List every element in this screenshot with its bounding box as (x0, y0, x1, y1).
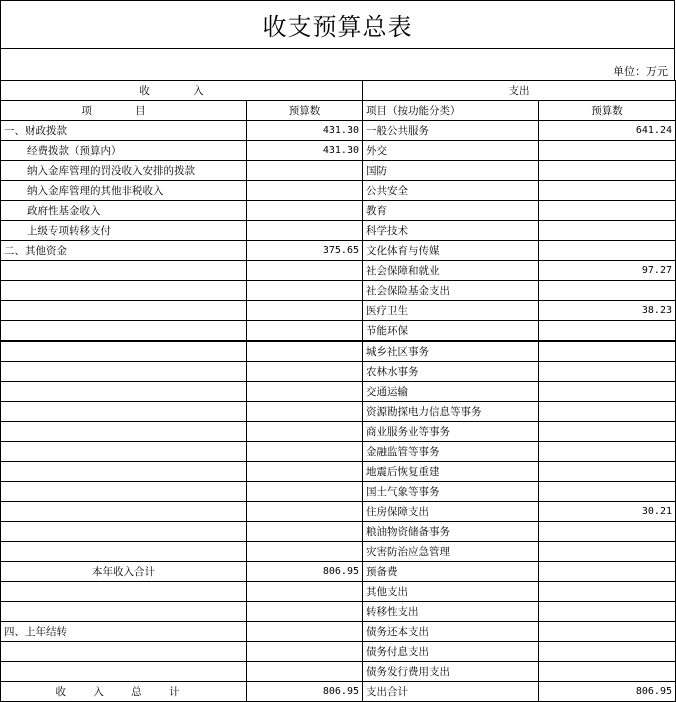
expense-value-cell (539, 602, 676, 622)
expense-value-cell: 30.21 (539, 502, 676, 522)
income-value-cell: 806.95 (247, 562, 363, 582)
expense-item-cell: 国土气象等事务 (363, 482, 539, 502)
income-value-cell (247, 402, 363, 422)
income-value-cell (247, 181, 363, 201)
income-item-cell: 政府性基金收入 (1, 201, 247, 221)
expense-value-cell (539, 482, 676, 502)
expense-value-cell: 38.23 (539, 301, 676, 321)
table-row (1, 121, 676, 141)
table-row (1, 642, 676, 662)
expense-item-cell: 节能环保 (363, 321, 539, 342)
table-row (1, 201, 676, 221)
header-row-columns (1, 101, 676, 121)
expense-value-cell (539, 462, 676, 482)
expense-value-cell: 641.24 (539, 121, 676, 141)
income-value-cell (247, 542, 363, 562)
income-item-cell (1, 582, 247, 602)
sheet-title: 收支预算总表 (0, 0, 675, 49)
income-value-cell (247, 422, 363, 442)
income-item-cell: 纳入金库管理的其他非税收入 (1, 181, 247, 201)
table-row (1, 301, 676, 321)
header-row-group (1, 81, 676, 101)
income-value-cell (247, 281, 363, 301)
unit-label: 单位：万元 (0, 64, 675, 80)
income-value-cell: 375.65 (247, 241, 363, 261)
income-value-cell: 431.30 (247, 121, 363, 141)
table-row (1, 602, 676, 622)
expense-value-cell (539, 221, 676, 241)
income-item-cell (1, 382, 247, 402)
table-row (1, 442, 676, 462)
expense-item-cell: 地震后恢复重建 (363, 462, 539, 482)
income-item-cell (1, 341, 247, 362)
income-item-cell (1, 402, 247, 422)
expense-item-cell: 医疗卫生 (363, 301, 539, 321)
expense-value-cell (539, 241, 676, 261)
expense-value-cell: 806.95 (539, 682, 676, 702)
income-value-cell (247, 261, 363, 281)
expense-value-cell (539, 642, 676, 662)
income-value-cell (247, 301, 363, 321)
table-row (1, 562, 676, 582)
income-header: 收 入 (1, 81, 363, 101)
income-item-cell (1, 442, 247, 462)
income-item-cell (1, 261, 247, 281)
expense-value-cell (539, 622, 676, 642)
income-item-cell (1, 321, 247, 342)
income-item-cell (1, 502, 247, 522)
expense-item-cell: 转移性支出 (363, 602, 539, 622)
expense-value-cell (539, 341, 676, 362)
income-budget-header: 预算数 (247, 101, 363, 121)
expense-item-cell: 社会保障和就业 (363, 261, 539, 281)
income-value-cell (247, 442, 363, 462)
expense-item-cell: 文化体育与传媒 (363, 241, 539, 261)
table-row (1, 542, 676, 562)
income-item-cell (1, 522, 247, 542)
income-item-cell (1, 602, 247, 622)
income-item-cell (1, 482, 247, 502)
income-value-cell (247, 482, 363, 502)
expense-item-cell: 外交 (363, 141, 539, 161)
expense-value-cell (539, 321, 676, 342)
income-value-cell (247, 582, 363, 602)
expense-item-cell: 农林水事务 (363, 362, 539, 382)
income-item-cell (1, 281, 247, 301)
expense-item-cell: 其他支出 (363, 582, 539, 602)
table-row (1, 502, 676, 522)
income-item-cell (1, 542, 247, 562)
table-row (1, 161, 676, 181)
income-value-cell (247, 382, 363, 402)
expense-item-cell: 公共安全 (363, 181, 539, 201)
budget-table (0, 80, 676, 702)
table-row (1, 522, 676, 542)
table-row (1, 221, 676, 241)
income-value-cell (247, 161, 363, 181)
expense-value-cell (539, 362, 676, 382)
income-value-cell (247, 662, 363, 682)
expense-item-cell: 科学技术 (363, 221, 539, 241)
income-value-cell (247, 602, 363, 622)
expense-item-cell: 债务发行费用支出 (363, 662, 539, 682)
expense-value-cell (539, 201, 676, 221)
table-row (1, 422, 676, 442)
expense-value-cell (539, 161, 676, 181)
expense-value-cell (539, 422, 676, 442)
income-item-header: 项 目 (1, 101, 247, 121)
income-value-cell (247, 341, 363, 362)
income-value-cell (247, 522, 363, 542)
expense-item-cell: 金融监管等事务 (363, 442, 539, 462)
expense-value-cell (539, 141, 676, 161)
income-value-cell (247, 321, 363, 342)
table-row (1, 582, 676, 602)
table-row (1, 281, 676, 301)
table-row (1, 341, 676, 362)
income-item-cell (1, 462, 247, 482)
income-item-cell: 四、上年结转 (1, 622, 247, 642)
expense-item-header: 项目（按功能分类） (363, 101, 539, 121)
expense-item-cell: 国防 (363, 161, 539, 181)
expense-item-cell: 教育 (363, 201, 539, 221)
expense-value-cell (539, 382, 676, 402)
expense-item-cell: 交通运输 (363, 382, 539, 402)
income-item-cell (1, 362, 247, 382)
expense-value-cell (539, 582, 676, 602)
income-item-cell (1, 642, 247, 662)
income-value-cell: 806.95 (247, 682, 363, 702)
expense-value-cell: 97.27 (539, 261, 676, 281)
income-item-cell: 上级专项转移支付 (1, 221, 247, 241)
income-item-cell (1, 662, 247, 682)
income-value-cell (247, 201, 363, 221)
table-row (1, 321, 676, 342)
expense-value-cell (539, 542, 676, 562)
income-value-cell (247, 622, 363, 642)
expense-item-cell: 债务付息支出 (363, 642, 539, 662)
expense-value-cell (539, 402, 676, 422)
table-row (1, 261, 676, 281)
income-item-cell (1, 301, 247, 321)
table-row (1, 241, 676, 261)
table-row (1, 682, 676, 702)
income-item-cell: 经费拨款（预算内） (1, 141, 247, 161)
expense-item-cell: 资源勘探电力信息等事务 (363, 402, 539, 422)
expense-value-cell (539, 662, 676, 682)
income-item-cell: 纳入金库管理的罚没收入安排的拨款 (1, 161, 247, 181)
table-row (1, 462, 676, 482)
expense-value-cell (539, 562, 676, 582)
income-item-cell: 本年收入合计 (1, 562, 247, 582)
expense-item-cell: 预备费 (363, 562, 539, 582)
expense-budget-header: 预算数 (539, 101, 676, 121)
table-row (1, 402, 676, 422)
income-value-cell (247, 502, 363, 522)
expense-item-cell: 一般公共服务 (363, 121, 539, 141)
table-row (1, 362, 676, 382)
blank-row (0, 48, 675, 64)
expense-value-cell (539, 522, 676, 542)
income-value-cell (247, 221, 363, 241)
table-row (1, 382, 676, 402)
income-item-cell (1, 422, 247, 442)
income-value-cell (247, 462, 363, 482)
income-value-cell: 431.30 (247, 141, 363, 161)
income-value-cell (247, 642, 363, 662)
expense-item-cell: 社会保险基金支出 (363, 281, 539, 301)
expense-item-cell: 债务还本支出 (363, 622, 539, 642)
income-item-cell: 二、其他资金 (1, 241, 247, 261)
table-row (1, 622, 676, 642)
expense-value-cell (539, 442, 676, 462)
expense-item-cell: 支出合计 (363, 682, 539, 702)
expense-item-cell: 粮油物资储备事务 (363, 522, 539, 542)
table-row (1, 482, 676, 502)
expense-value-cell (539, 181, 676, 201)
expense-item-cell: 商业服务业等事务 (363, 422, 539, 442)
table-row (1, 141, 676, 161)
income-item-cell: 收 入 总 计 (1, 682, 247, 702)
expense-header: 支出 (363, 81, 676, 101)
expense-item-cell: 城乡社区事务 (363, 341, 539, 362)
income-item-cell: 一、财政拨款 (1, 121, 247, 141)
table-row (1, 181, 676, 201)
expense-item-cell: 住房保障支出 (363, 502, 539, 522)
table-row (1, 662, 676, 682)
income-value-cell (247, 362, 363, 382)
expense-item-cell: 灾害防治应急管理 (363, 542, 539, 562)
expense-value-cell (539, 281, 676, 301)
